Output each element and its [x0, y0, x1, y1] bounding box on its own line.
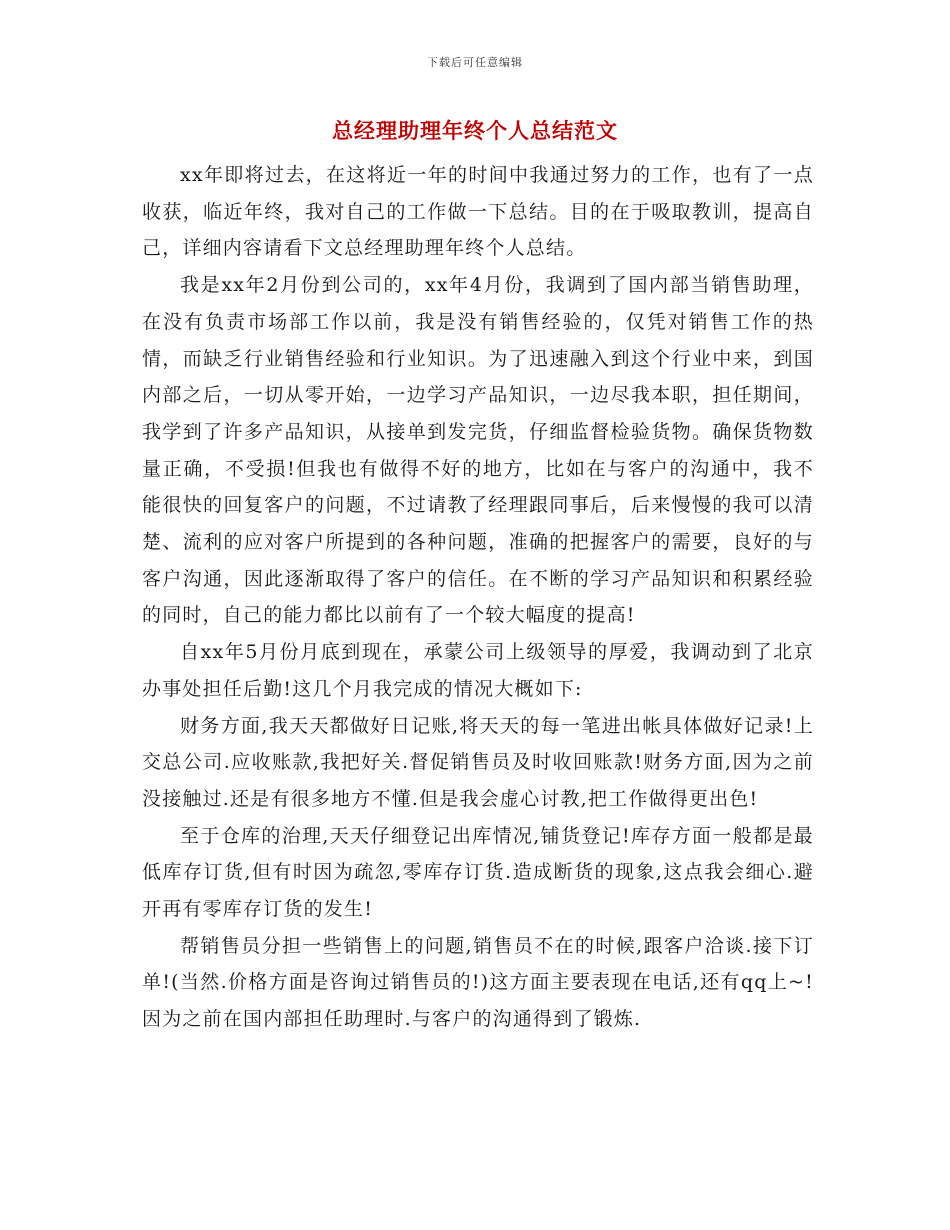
document-body — [142, 157, 814, 1038]
paragraph-beijing-office: 自xx年5月份月底到现在，承蒙公司上级领导的厚爱，我调动到了北京办事处担任后勤!这几个月我完成的情况大概如下: — [142, 641, 814, 700]
document-title: 总经理助理年终个人总结范文 — [332, 119, 618, 143]
paragraph-intro: xx年即将过去，在这将近一年的时间中我通过努力的工作，也有了一点收获，临近年终，我对自己的工作做一下总结。目的在于吸取教训，提高自己，详细内容请看下文总经理助理年终个人总结。 — [142, 164, 814, 260]
paragraph-finance: 财务方面,我天天都做好日记账,将天天的每一笔进出帐具体做好记录!上交总公司.应收账款,我把好关.督促销售员及时收回账款!财务方面,因为之前没接触过.还是有很多地方不懂.但是我会虚心讨教,把工作做得更出色! — [142, 714, 814, 810]
paragraph-sales-assistant: 我是xx年2月份到公司的，xx年4月份，我调到了国内部当销售助理，在没有负责市场部工作以前，我是没有销售经验的，仅凭对销售工作的热情，而缺乏行业销售经验和行业知识。为了迅速融入到这个行业中来，到国内部之后，一切从零开始，一边学习产品知识，一边尽我本职，担任期间，我学到了许多产品知识，从接单到发完货，仔细监督检验货物。确保货物数量正确，不受损!但我也有做得不好的地方，比如在与客户的沟通中，我不能很快的回复客户的问题，不过请教了经理跟同事后，后来慢慢的我可以清楚、流利的应对客户所提到的各种问题，准确的把握客户的需要，良好的与客户沟通，因此逐渐取得了客户的信任。在不断的学习产品知识和积累经验的同时，自己的能力都比以前有了一个较大幅度的提高! — [142, 274, 814, 627]
header-note: 下载后可任意编辑 — [427, 56, 523, 69]
paragraph-sales-support: 帮销售员分担一些销售上的问题,销售员不在的时候,跟客户洽谈.接下订单!(当然.价格方面是咨询过销售员的!)这方面主要表现在电话,还有qq上~!因为之前在国内部担任助理时.与客户的沟通得到了锻炼. — [142, 934, 814, 1031]
paragraph-warehouse: 至于仓库的治理,天天仔细登记出库情况,铺货登记!库存方面一般都是最低库存订货,但有时因为疏忽,零库存订货.造成断货的现象,这点我会细心.避开再有零库存订货的发生! — [142, 824, 814, 921]
